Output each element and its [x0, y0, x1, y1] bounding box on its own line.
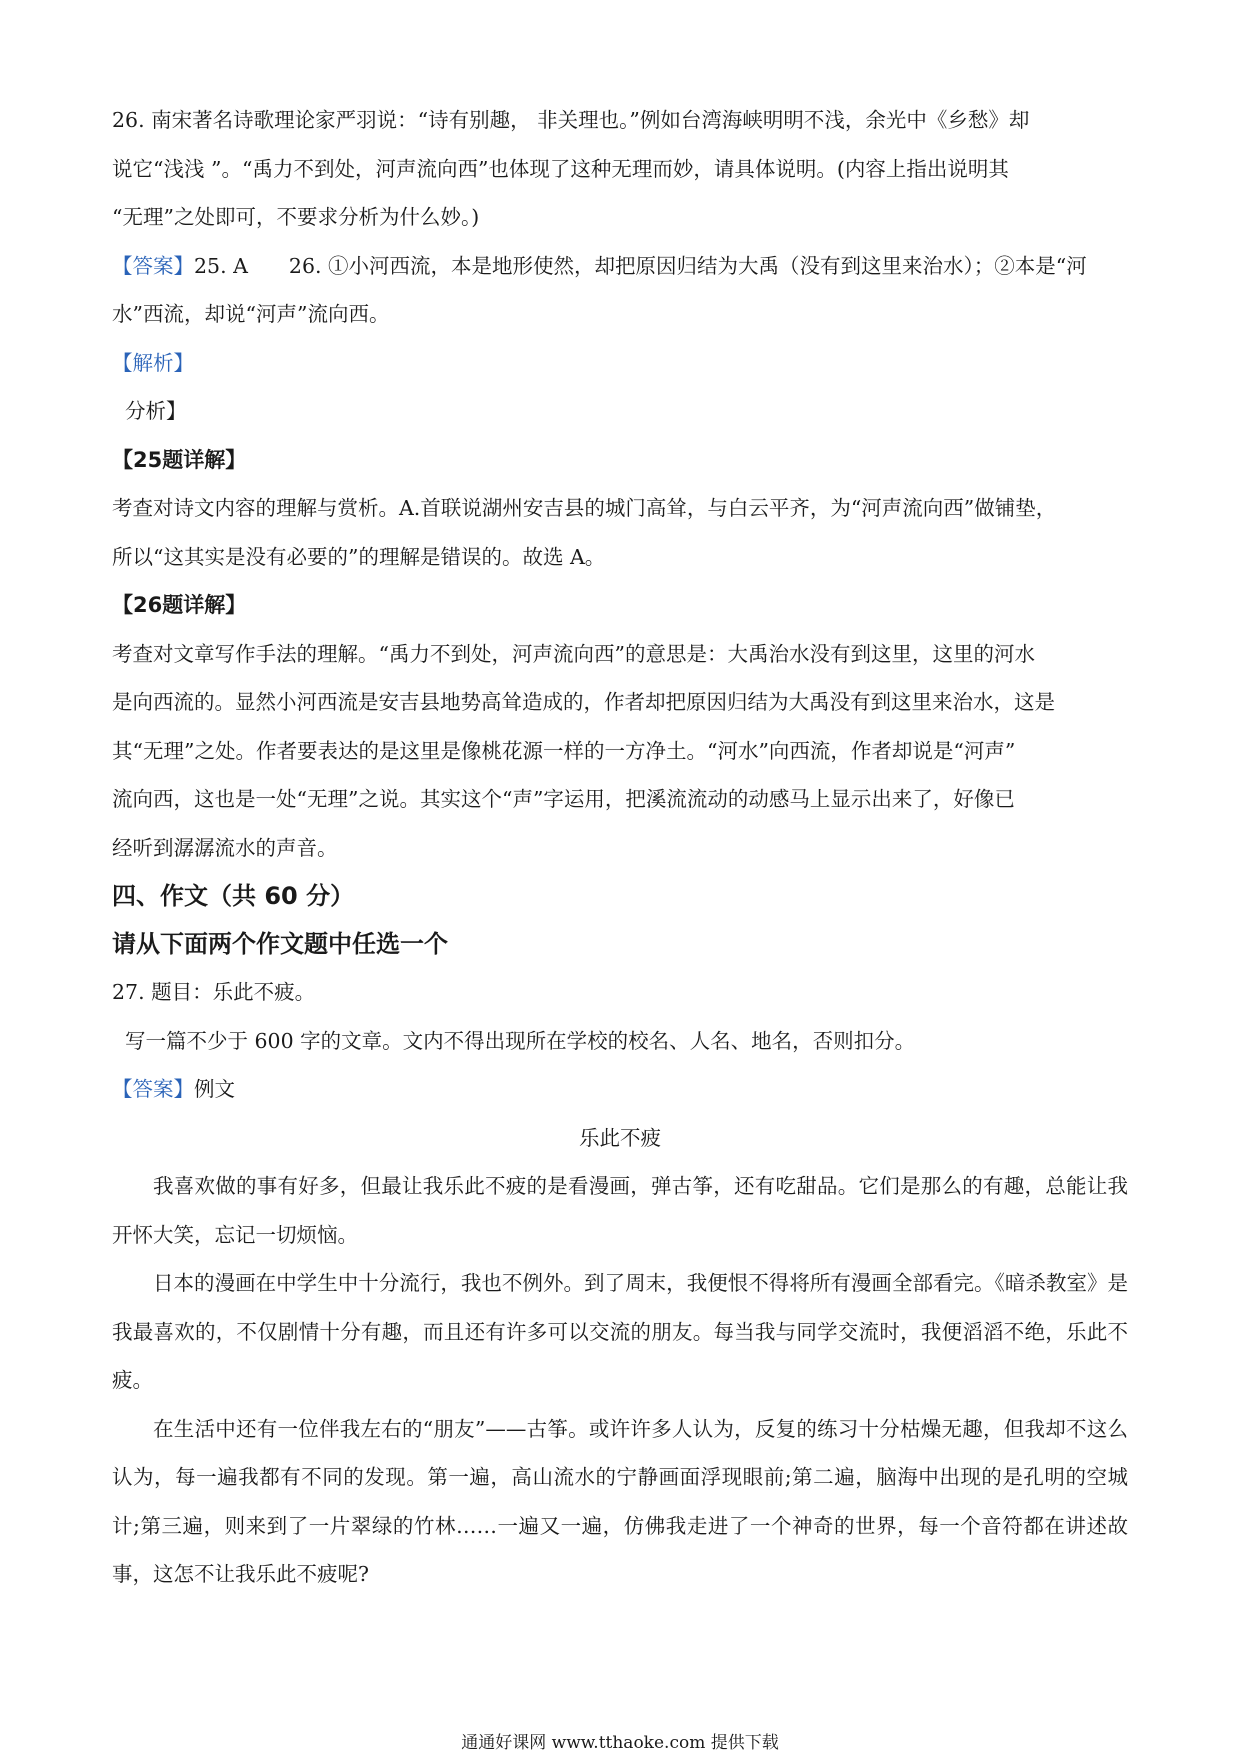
essay-paragraph-2: 日本的漫画在中学生中十分流行，我也不例外。到了周末，我便恨不得将所有漫画全部看完。《暗杀教室》是我最喜欢的，不仅剧情十分有趣，而且还有许多可以交流的朋友。每当我与同学交流时，我便滔滔不绝，乐此不疲。 [112, 1271, 1128, 1392]
essay-title: 乐此不疲 [579, 1125, 661, 1150]
section-4-instruction: 请从下面两个作文题中任选一个 [112, 930, 448, 958]
q26-detail-line-2: 是向西流的。显然小河西流是安吉县地势高耸造成的，作者却把原因归结为大禹没有到这里来治水，这是 [112, 690, 1055, 714]
document-page [112, 96, 1128, 1599]
question-26-line-1: 26. 南宋著名诗歌理论家严羽说：“诗有别趣， 非关理也。”例如台湾海峡明明不浅，余光中《乡愁》却 [112, 108, 1030, 132]
q25-detail-line-1: 考查对诗文内容的理解与赏析。A.首联说湖州安吉县的城门高耸，与白云平齐，为“河声流向西”做铺垫， [112, 496, 1057, 520]
answer-text-continued: 水”西流，却说“河声”流向西。 [112, 302, 390, 326]
question-26-line-2: 说它“浅浅 ”。“禹力不到处，河声流向西”也体现了这种无理而妙，请具体说明。(内容上指出说明其 [112, 156, 1009, 181]
question-27-title: 27. 题目：乐此不疲。 [112, 980, 316, 1004]
answer-text-2: 例文 [194, 1077, 235, 1101]
essay-paragraph-1: 我喜欢做的事有好多，但最让我乐此不疲的是看漫画，弹古筝，还有吃甜品。它们是那么的有趣，总能让我开怀大笑，忘记一切烦恼。 [112, 1174, 1128, 1247]
answer-block-1 [112, 242, 1128, 291]
page-footer: 通通好课网 www.tthaoke.com 提供下载 [461, 1733, 779, 1753]
q26-detail-line-1: 考查对文章写作手法的理解。“禹力不到处，河声流向西”的意思是：大禹治水没有到这里，这里的河水 [112, 641, 1035, 666]
answer-tag-2: 【答案】 [112, 1077, 194, 1101]
answer-block-2 [112, 1065, 1128, 1114]
analysis-tag: 【解析】 [112, 350, 194, 375]
answer-tag: 【答案】 [112, 253, 194, 278]
q26-detail-heading: 【26题详解】 [112, 593, 247, 617]
section-4-title: 四、作文（共 60 分） [112, 882, 355, 910]
q25-detail-line-2: 所以“这其实是没有必要的”的理解是错误的。故选 A。 [112, 544, 606, 569]
question-26-line-3: “无理”之处即可，不要求分析为什么妙。) [112, 205, 480, 229]
q26-detail-line-4: 流向西，这也是一处“无理”之说。其实这个“声”字运用，把溪流流动的动感马上显示出来了，好像已 [112, 787, 1015, 811]
q26-detail-line-5: 经听到潺潺流水的声音。 [112, 835, 338, 860]
analysis-sub-label: 分析】 [125, 399, 187, 423]
q26-detail-line-3: 其“无理”之处。作者要表达的是这里是像桃花源一样的一方净土。“河水”向西流，作者却说是“河声” [112, 738, 1016, 763]
essay-paragraph-3: 在生活中还有一位伴我左右的“朋友”——古筝。或许许多人认为，反复的练习十分枯燥无趣，但我却不这么认为，每一遍我都有不同的发现。第一遍，高山流水的宁静画面浮现眼前;第二遍，脑海中出现的是孔明的空城计;第三遍，则来到了一片翠绿的竹林……一遍又一遍，仿佛我走进了一个神奇的世界，每一个音符都在讲述故事，这怎不让我乐此不疲呢? [112, 1416, 1128, 1586]
answer-text: 25. A 26. ①小河西流，本是地形使然，却把原因归结为大禹（没有到这里来治水）；②本是“河 [194, 253, 1087, 278]
question-27-requirement: 写一篇不少于 600 字的文章。文内不得出现所在学校的校名、人名、地名，否则扣分。 [125, 1028, 916, 1053]
analysis-tag-line [112, 339, 1128, 388]
q25-detail-heading: 【25题详解】 [112, 447, 247, 472]
